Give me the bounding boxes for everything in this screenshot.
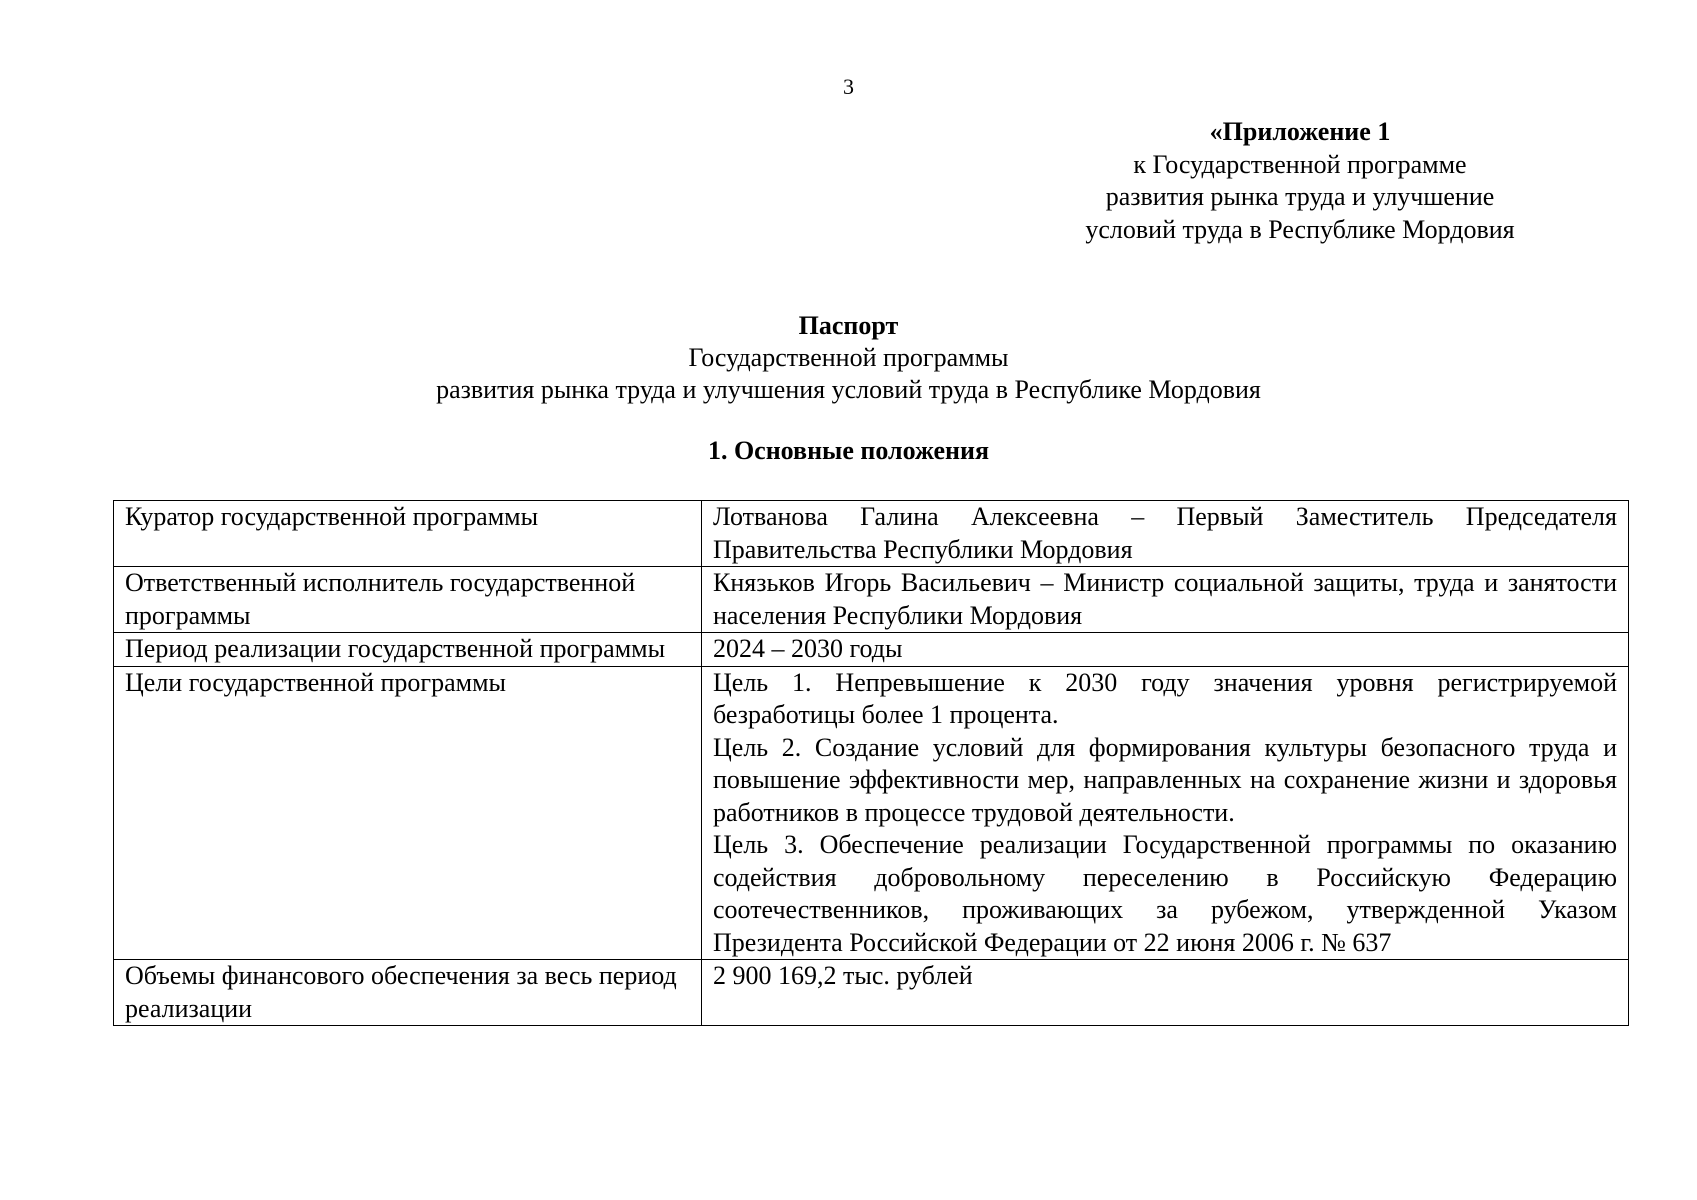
annex-title: «Приложение 1: [1209, 117, 1391, 146]
row-value: [702, 501, 1629, 567]
annex-line: условий труда в Республике Мордовия: [1085, 214, 1515, 244]
row-label: Ответственный исполнитель государственной программы: [114, 567, 702, 633]
passport-title: Паспорт: [798, 311, 899, 340]
value-paragraph: 2 900 169,2 тыс. рублей: [713, 961, 973, 990]
table-row: [114, 633, 1629, 667]
value-paragraph: Лотванова Галина Алексеевна – Первый Заместитель Председателя Правительства Республики Мордовия: [713, 502, 1617, 564]
table-row: [114, 960, 1629, 1026]
passport-header: [0, 310, 1697, 406]
table-row: [114, 567, 1629, 633]
annex-line: развития рынка труда и улучшение: [1105, 182, 1495, 211]
row-label: Объемы финансового обеспечения за весь период реализации: [114, 960, 702, 1026]
value-paragraph: Цель 3. Обеспечение реализации Государственной программы по оказанию содействия добровольному переселению в Российскую Федерацию соотечественников, проживающих за рубежом, утвержденной Указом Президента Российской Федерации от 22 июня 2006 г. № 637: [713, 830, 1617, 957]
value-paragraph: 2024 – 2030 годы: [713, 634, 903, 663]
table-row: [114, 501, 1629, 567]
value-paragraph: Цель 2. Создание условий для формирования культуры безопасного труда и повышение эффективности мер, направленных на сохранение жизни и здоровья работников в процессе трудовой деятельности.: [713, 732, 1617, 827]
passport-subtitle: Государственной программы: [688, 343, 1009, 372]
passport-table: [113, 500, 1629, 1026]
row-label: Период реализации государственной программы: [114, 633, 702, 667]
page-number: 3: [843, 74, 854, 99]
value-paragraph: Цель 1. Непревышение к 2030 году значения уровня регистрируемой безработицы более 1 процента.: [713, 667, 1617, 729]
row-label: Куратор государственной программы: [114, 501, 702, 567]
row-value: [702, 567, 1629, 633]
value-paragraph: Князьков Игорь Васильевич – Министр социальной защиты, труда и занятости населения Республики Мордовия: [713, 568, 1617, 630]
row-label: Цели государственной программы: [114, 666, 702, 960]
annex-header: [1000, 116, 1600, 246]
passport-subtitle: развития рынка труда и улучшения условий труда в Республике Мордовия: [436, 375, 1261, 404]
table-row: [114, 666, 1629, 960]
row-value: [702, 666, 1629, 960]
row-value: [702, 633, 1629, 667]
annex-line: к Государственной программе: [1133, 149, 1467, 179]
row-value: [702, 960, 1629, 1026]
section-heading: 1. Основные положения: [707, 436, 990, 465]
